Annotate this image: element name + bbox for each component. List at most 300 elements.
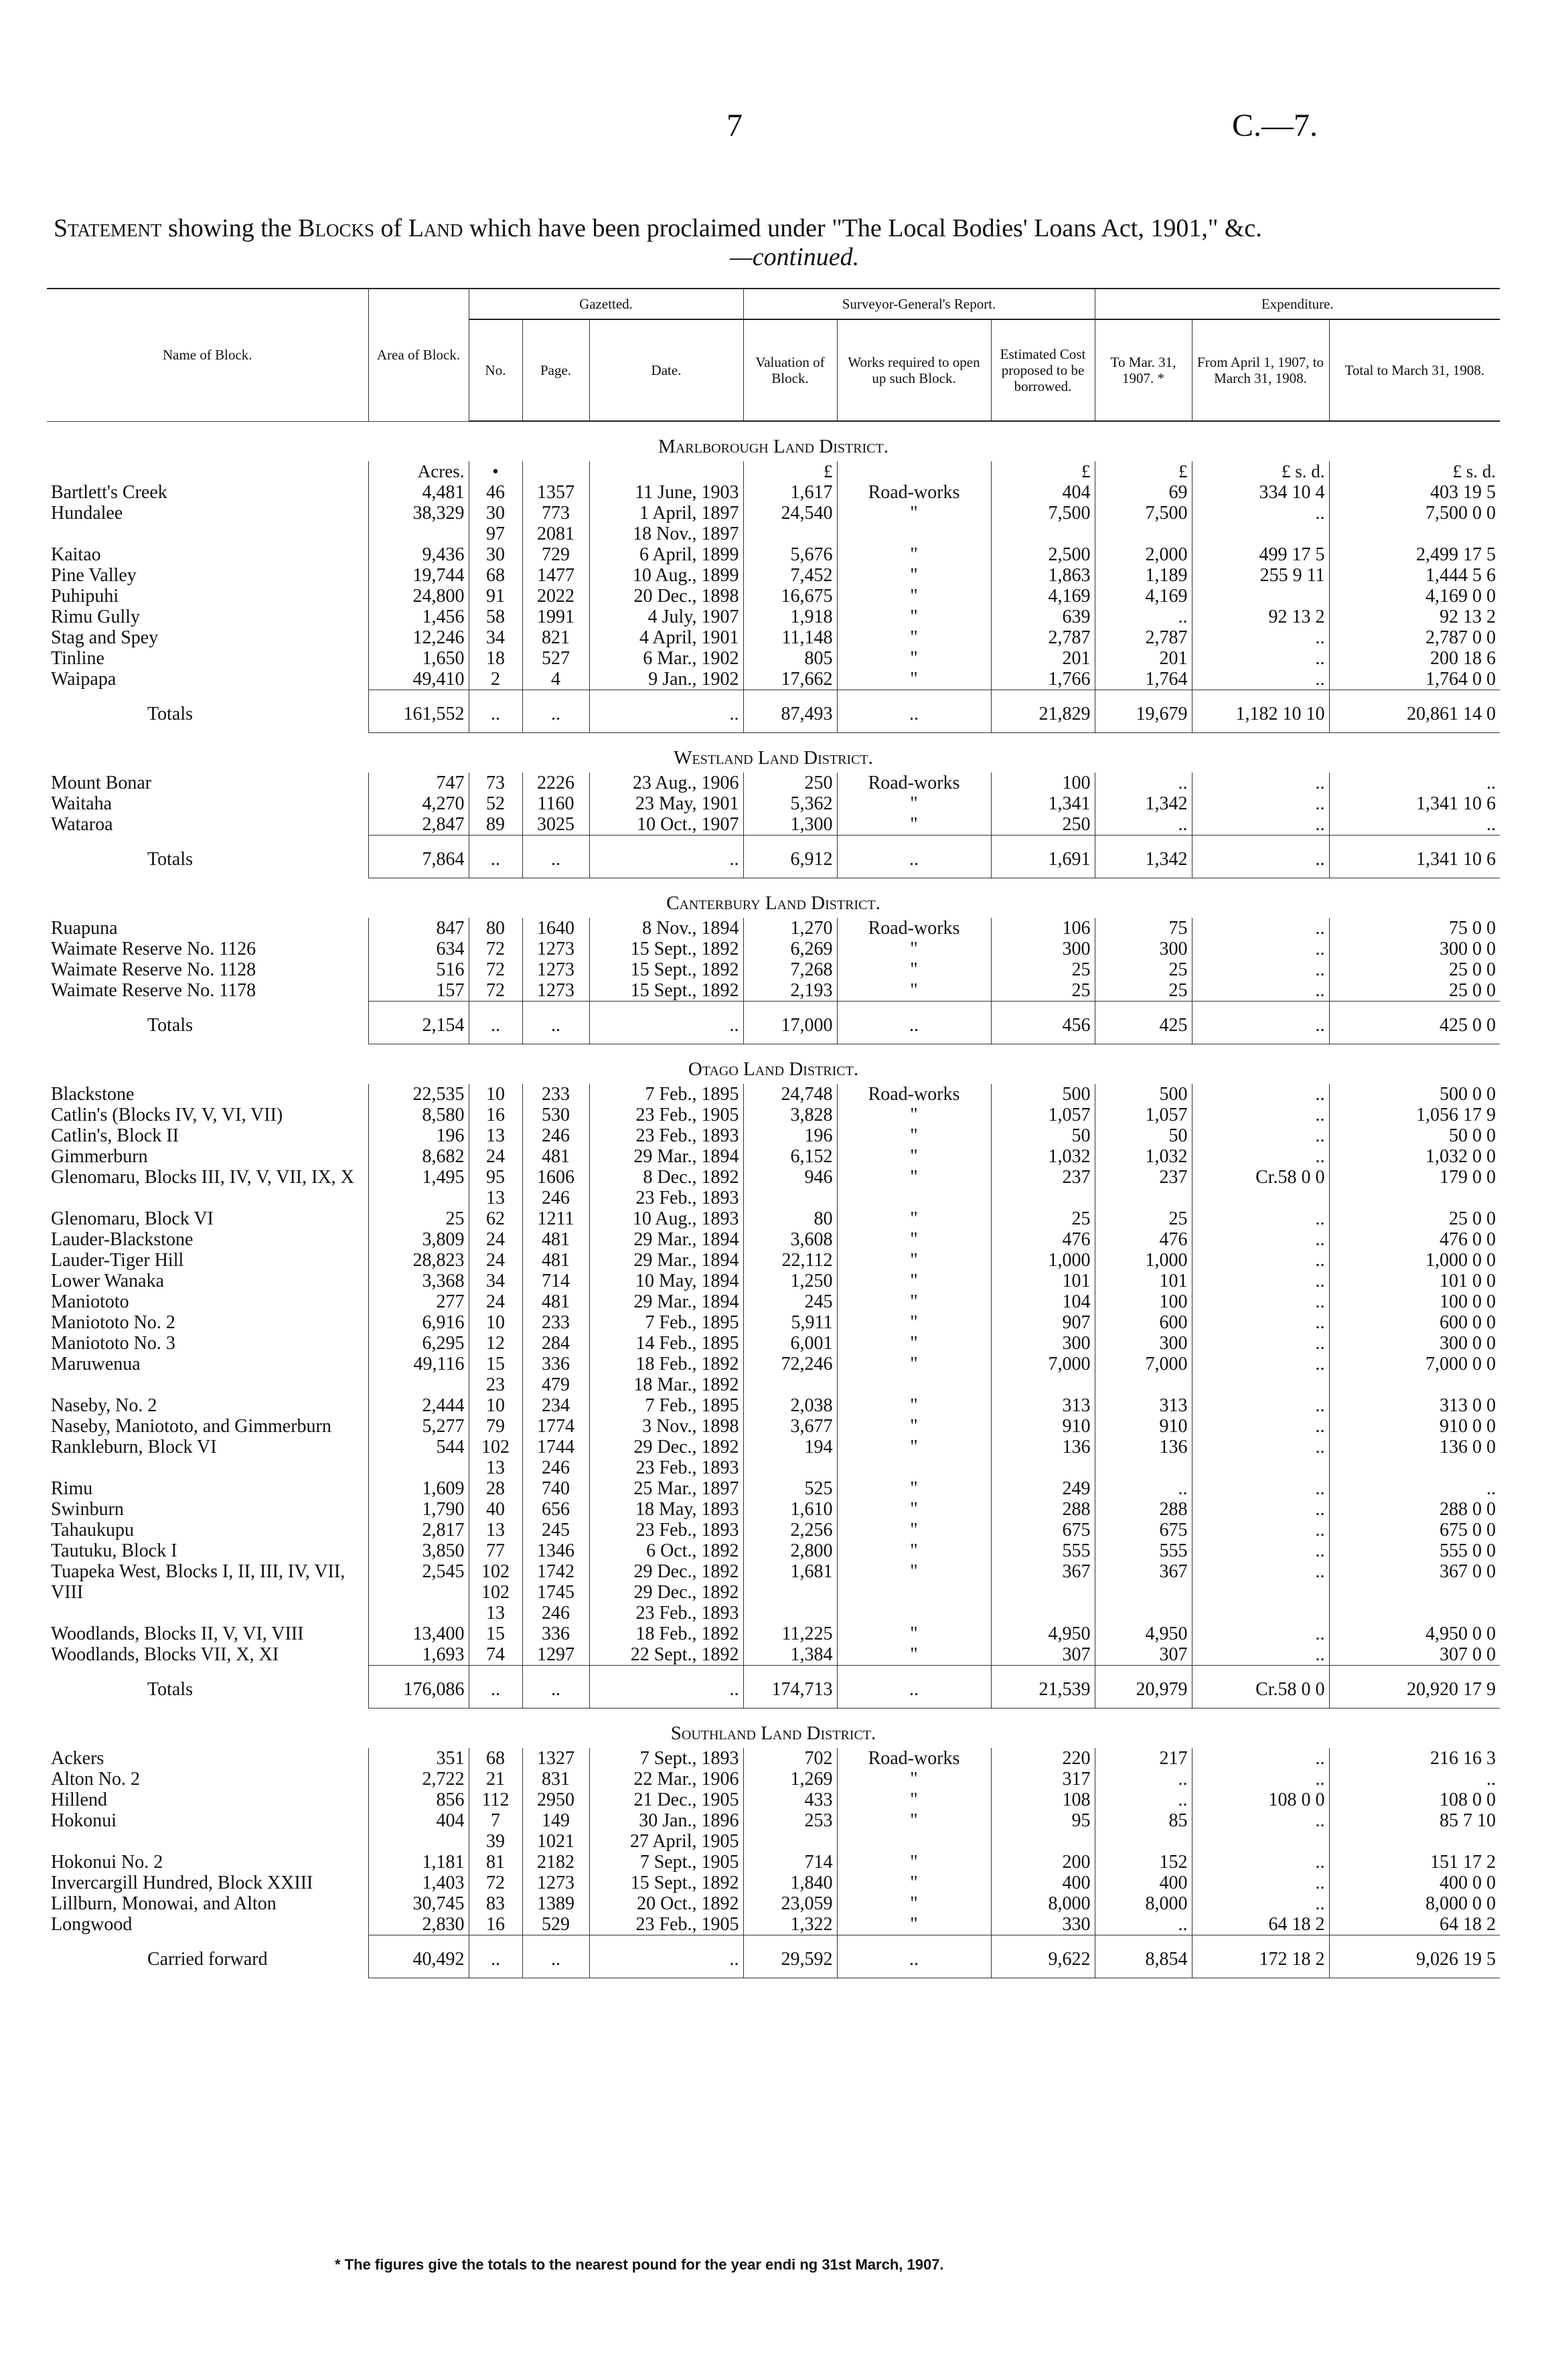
cell-area: 634	[368, 939, 469, 959]
cell-no: 91	[469, 586, 522, 607]
cell-name: Woodlands, Blocks VII, X, XI	[51, 1644, 279, 1665]
cell-to-mar: 1,342	[1095, 793, 1192, 814]
cell-total: 367 0 0	[1329, 1561, 1500, 1623]
cell-name: Lauder-Tiger Hill	[51, 1250, 184, 1271]
cell-page: 481	[522, 1229, 589, 1250]
cell-no: 34	[469, 627, 522, 648]
cell-total: 64 18 2	[1329, 1914, 1500, 1935]
total-page: ..	[522, 836, 589, 878]
cell-from-april: ..	[1192, 1893, 1329, 1914]
cell-total: 75 0 0	[1329, 918, 1500, 939]
cell-valuation: 196	[743, 1125, 837, 1146]
table-row	[47, 1852, 1500, 1873]
cell-valuation: 194	[743, 1437, 837, 1478]
cell-to-mar: 50	[1095, 1125, 1192, 1146]
cell-name: Naseby, Maniototo, and Gimmerburn	[51, 1416, 331, 1437]
cell-no: 2	[469, 669, 522, 690]
totals-row	[47, 1666, 1500, 1709]
cell-page: 284	[522, 1333, 589, 1354]
cell-to-mar: 1,764	[1095, 669, 1192, 690]
cell-valuation: 433	[743, 1790, 837, 1810]
cell-valuation: 7,452	[743, 565, 837, 586]
cell-no: 21	[469, 1769, 522, 1790]
title-word-blocks: Blocks	[298, 214, 375, 242]
cell-name: Tinline	[51, 648, 104, 669]
cell-page: 3025	[522, 814, 589, 836]
cell-to-mar: 307	[1095, 1644, 1192, 1666]
cell-estimated: 101	[991, 1271, 1095, 1291]
cell-estimated: 330	[991, 1914, 1095, 1935]
header-no: No.	[469, 319, 522, 421]
cell-page: 481	[522, 1291, 589, 1312]
cell-page: 1273	[522, 959, 589, 980]
cell-to-mar: 152	[1095, 1852, 1192, 1873]
cell-valuation: 24,540	[743, 503, 837, 544]
cell-name: Waipapa	[51, 669, 117, 690]
cell-valuation: 6,001	[743, 1333, 837, 1354]
cell-name: Waitaha	[51, 793, 112, 814]
cell-to-mar: 25	[1095, 959, 1192, 980]
cell-valuation: 2,800	[743, 1540, 837, 1561]
cell-page: 336 479	[522, 1354, 589, 1395]
units-row	[47, 461, 1500, 482]
cell-area: 30,745	[368, 1893, 469, 1914]
cell-area: 856	[368, 1790, 469, 1810]
cell-date: 9 Jan., 1902	[589, 669, 743, 690]
cell-page: 233	[522, 1312, 589, 1333]
cell-page: 1211	[522, 1208, 589, 1229]
cell-name: Woodlands, Blocks II, V, VI, VIII	[51, 1623, 304, 1644]
total-works: ..	[837, 1666, 991, 1709]
total-from-april: ..	[1192, 836, 1329, 878]
cell-estimated: 7,000	[991, 1354, 1095, 1395]
title-continued: —continued.	[730, 243, 860, 271]
cell-total: 1,341 10 6	[1329, 793, 1500, 814]
unit-total: £ s. d.	[1329, 461, 1500, 482]
total-estimated: 9,622	[991, 1935, 1095, 1978]
table-row	[47, 1790, 1500, 1810]
cell-valuation: 2,256	[743, 1520, 837, 1540]
table-row	[47, 1540, 1500, 1561]
cell-no: 18	[469, 648, 522, 669]
cell-no: 79	[469, 1416, 522, 1437]
cell-valuation: 7,268	[743, 959, 837, 980]
cell-no: 12	[469, 1333, 522, 1354]
table-row	[47, 959, 1500, 980]
cell-area: 1,403	[368, 1873, 469, 1893]
cell-total: 288 0 0	[1329, 1499, 1500, 1520]
cell-estimated: 104	[991, 1291, 1095, 1312]
district-heading: Marlborough Land District.	[658, 436, 889, 457]
table-body	[47, 421, 1500, 1978]
cell-to-mar: 201	[1095, 648, 1192, 669]
cell-works: "	[837, 939, 991, 959]
cell-name: Hokonui	[51, 1810, 117, 1831]
cell-no: 40	[469, 1499, 522, 1520]
table-row	[47, 1167, 1500, 1208]
unit-estimated: £	[991, 461, 1095, 482]
cell-from-april: ..	[1192, 1354, 1329, 1395]
cell-total: 307 0 0	[1329, 1644, 1500, 1666]
cell-date: 7 Feb., 1895	[589, 1395, 743, 1416]
cell-to-mar: 100	[1095, 1291, 1192, 1312]
cell-total: ..	[1329, 814, 1500, 836]
cell-total: 25 0 0	[1329, 1208, 1500, 1229]
cell-area: 3,368	[368, 1271, 469, 1291]
total-total: 425 0 0	[1329, 1002, 1500, 1044]
cell-works: "	[837, 1250, 991, 1271]
cell-estimated: 300	[991, 1333, 1095, 1354]
total-total: 9,026 19 5	[1329, 1935, 1500, 1978]
cell-estimated: 476	[991, 1229, 1095, 1250]
cell-area: 351	[368, 1748, 469, 1769]
cell-area: 1,650	[368, 648, 469, 669]
cell-date: 7 Sept., 1893	[589, 1748, 743, 1769]
cell-no: 15	[469, 1623, 522, 1644]
cell-from-april: ..	[1192, 959, 1329, 980]
cell-area: 1,609	[368, 1478, 469, 1499]
cell-name: Lower Wanaka	[51, 1271, 165, 1291]
cell-area: 4,481	[368, 482, 469, 503]
cell-no: 13	[469, 1125, 522, 1146]
cell-area: 1,456	[368, 607, 469, 627]
cell-to-mar: 675	[1095, 1520, 1192, 1540]
header-expenditure: Expenditure.	[1095, 289, 1500, 319]
cell-page: 1346	[522, 1540, 589, 1561]
cell-from-april: ..	[1192, 1499, 1329, 1520]
cell-name: Hillend	[51, 1790, 107, 1810]
cell-works: Road-works	[837, 773, 991, 793]
cell-from-april: ..	[1192, 1810, 1329, 1852]
cell-no: 28	[469, 1478, 522, 1499]
cell-valuation: 2,193	[743, 980, 837, 1002]
cell-page: 233	[522, 1084, 589, 1105]
cell-estimated: 555	[991, 1540, 1095, 1561]
cell-from-april: ..	[1192, 1105, 1329, 1125]
cell-page: 1991	[522, 607, 589, 627]
cell-estimated: 367	[991, 1561, 1095, 1623]
total-area: 40,492	[368, 1935, 469, 1978]
cell-works: "	[837, 1146, 991, 1167]
total-date: ..	[589, 1002, 743, 1044]
cell-name: Puhipuhi	[51, 586, 119, 607]
table-row	[47, 1208, 1500, 1229]
cell-works: "	[837, 1623, 991, 1644]
cell-total: 4,950 0 0	[1329, 1623, 1500, 1644]
cell-to-mar: 101	[1095, 1271, 1192, 1291]
cell-no: 52	[469, 793, 522, 814]
cell-to-mar: 555	[1095, 1540, 1192, 1561]
cell-area: 516	[368, 959, 469, 980]
cell-area: 22,535	[368, 1084, 469, 1105]
table-row	[47, 1914, 1500, 1935]
cell-to-mar: 367	[1095, 1561, 1192, 1623]
cell-area: 1,495	[368, 1167, 469, 1208]
total-to-mar: 425	[1095, 1002, 1192, 1044]
cell-valuation: 1,840	[743, 1873, 837, 1893]
cell-total: 1,032 0 0	[1329, 1146, 1500, 1167]
cell-name: Rimu Gully	[51, 607, 141, 627]
cell-date: 15 Sept., 1892	[589, 939, 743, 959]
cell-valuation: 5,676	[743, 544, 837, 565]
cell-page: 1327	[522, 1748, 589, 1769]
cell-date: 23 May, 1901	[589, 793, 743, 814]
cell-to-mar: 217	[1095, 1748, 1192, 1769]
cell-works: "	[837, 1769, 991, 1790]
header-from-april: From April 1, 1907, to March 31, 1908.	[1192, 319, 1329, 421]
cell-date: 29 Dec., 1892 23 Feb., 1893	[589, 1437, 743, 1478]
cell-works: "	[837, 1291, 991, 1312]
cell-date: 29 Mar., 1894	[589, 1229, 743, 1250]
cell-works: "	[837, 959, 991, 980]
total-label: Carried forward	[147, 1948, 268, 1970]
cell-estimated: 1,863	[991, 565, 1095, 586]
cell-date: 6 Oct., 1892	[589, 1540, 743, 1561]
cell-from-april: ..	[1192, 1540, 1329, 1561]
total-to-mar: 8,854	[1095, 1935, 1192, 1978]
cell-valuation: 1,250	[743, 1271, 837, 1291]
cell-date: 15 Sept., 1892	[589, 959, 743, 980]
cell-total: 600 0 0	[1329, 1312, 1500, 1333]
cell-valuation: 3,608	[743, 1229, 837, 1250]
cell-estimated: 136	[991, 1437, 1095, 1478]
cell-area: 24,800	[368, 586, 469, 607]
cell-total: 1,764 0 0	[1329, 669, 1500, 690]
cell-works: "	[837, 1312, 991, 1333]
cell-to-mar: ..	[1095, 607, 1192, 627]
cell-page: 149 1021	[522, 1810, 589, 1852]
cell-works: "	[837, 793, 991, 814]
cell-no: 10	[469, 1395, 522, 1416]
totals-row	[47, 1002, 1500, 1044]
cell-works: "	[837, 1125, 991, 1146]
cell-no: 95 13	[469, 1167, 522, 1208]
cell-from-april: 92 13 2	[1192, 607, 1329, 627]
cell-total: 101 0 0	[1329, 1271, 1500, 1291]
cell-to-mar: ..	[1095, 1769, 1192, 1790]
table-row	[47, 669, 1500, 690]
table-row	[47, 1125, 1500, 1146]
cell-name: Waimate Reserve No. 1128	[51, 959, 256, 980]
table-row	[47, 503, 1500, 544]
cell-valuation: 6,269	[743, 939, 837, 959]
cell-area: 1,790	[368, 1499, 469, 1520]
cell-works: "	[837, 980, 991, 1002]
header-date: Date.	[589, 319, 743, 421]
cell-no: 72	[469, 980, 522, 1002]
cell-name: Tahaukupu	[51, 1520, 135, 1540]
cell-no: 24	[469, 1229, 522, 1250]
cell-works: "	[837, 1810, 991, 1852]
table-row	[47, 1478, 1500, 1499]
total-label: Totals	[147, 1678, 194, 1700]
cell-from-april: ..	[1192, 648, 1329, 669]
cell-date: 23 Feb., 1893	[589, 1125, 743, 1146]
cell-to-mar: ..	[1095, 1914, 1192, 1935]
cell-area: 2,817	[368, 1520, 469, 1540]
cell-estimated: 307	[991, 1644, 1095, 1666]
cell-from-april: ..	[1192, 1852, 1329, 1873]
total-estimated: 456	[991, 1002, 1095, 1044]
cell-estimated: 1,341	[991, 793, 1095, 814]
cell-estimated: 404	[991, 482, 1095, 503]
total-page: ..	[522, 690, 589, 733]
cell-from-april: ..	[1192, 793, 1329, 814]
cell-date: 6 April, 1899	[589, 544, 743, 565]
cell-works: "	[837, 1437, 991, 1478]
cell-works: "	[837, 1167, 991, 1208]
cell-works: "	[837, 607, 991, 627]
cell-from-april: ..	[1192, 918, 1329, 939]
cell-valuation: 80	[743, 1208, 837, 1229]
cell-estimated: 25	[991, 959, 1095, 980]
cell-total: 675 0 0	[1329, 1520, 1500, 1540]
cell-date: 22 Mar., 1906	[589, 1769, 743, 1790]
cell-area: 4,270	[368, 793, 469, 814]
cell-works: "	[837, 586, 991, 607]
cell-valuation: 714	[743, 1852, 837, 1873]
cell-to-mar: 8,000	[1095, 1893, 1192, 1914]
cell-estimated: 108	[991, 1790, 1095, 1810]
cell-total: 25 0 0	[1329, 980, 1500, 1002]
cell-works: Road-works	[837, 1084, 991, 1105]
cell-area: 3,850	[368, 1540, 469, 1561]
cell-name: Naseby, No. 2	[51, 1395, 157, 1416]
cell-date: 3 Nov., 1898	[589, 1416, 743, 1437]
cell-page: 1297	[522, 1644, 589, 1666]
cell-valuation: 525	[743, 1478, 837, 1499]
table-row	[47, 1437, 1500, 1478]
cell-to-mar: 600	[1095, 1312, 1192, 1333]
cell-works: "	[837, 1271, 991, 1291]
district-heading: Westland Land District.	[674, 747, 873, 769]
cell-date: 25 Mar., 1897	[589, 1478, 743, 1499]
cell-total: 108 0 0	[1329, 1790, 1500, 1810]
header-name: Name of Block.	[47, 289, 368, 421]
cell-valuation: 1,918	[743, 607, 837, 627]
cell-page: 1273	[522, 980, 589, 1002]
cell-estimated: 4,169	[991, 586, 1095, 607]
cell-estimated: 249	[991, 1478, 1095, 1499]
cell-total: 403 19 5	[1329, 482, 1500, 503]
total-to-mar: 20,979	[1095, 1666, 1192, 1709]
cell-from-april: ..	[1192, 503, 1329, 544]
cell-to-mar: 1,189	[1095, 565, 1192, 586]
cell-no: 16	[469, 1914, 522, 1935]
cell-date: 10 Aug., 1893	[589, 1208, 743, 1229]
cell-no: 72	[469, 1873, 522, 1893]
cell-works: "	[837, 1790, 991, 1810]
cell-to-mar: 1,057	[1095, 1105, 1192, 1125]
cell-area: 13,400	[368, 1623, 469, 1644]
table-row	[47, 939, 1500, 959]
cell-valuation: 24,748	[743, 1084, 837, 1105]
cell-no: 30 97	[469, 503, 522, 544]
cell-no: 74	[469, 1644, 522, 1666]
cell-no: 72	[469, 939, 522, 959]
table-row	[47, 1229, 1500, 1250]
cell-page: 831	[522, 1769, 589, 1790]
cell-from-april: ..	[1192, 1623, 1329, 1644]
cell-name: Swinburn	[51, 1499, 124, 1520]
page-number: 7	[726, 108, 743, 143]
cell-works: "	[837, 1105, 991, 1125]
cell-works: "	[837, 1540, 991, 1561]
cell-date: 23 Feb., 1905	[589, 1914, 743, 1935]
cell-no: 80	[469, 918, 522, 939]
cell-estimated: 1,057	[991, 1105, 1095, 1125]
cell-no: 15 23	[469, 1354, 522, 1395]
table-row	[47, 1105, 1500, 1125]
cell-estimated: 200	[991, 1852, 1095, 1873]
cell-name: Maruwenua	[51, 1354, 141, 1374]
cell-date: 7 Feb., 1895	[589, 1084, 743, 1105]
cell-valuation: 1,269	[743, 1769, 837, 1790]
total-page: ..	[522, 1002, 589, 1044]
cell-from-april: 499 17 5	[1192, 544, 1329, 565]
cell-name: Kaitao	[51, 544, 101, 565]
cell-estimated: 910	[991, 1416, 1095, 1437]
cell-estimated: 317	[991, 1769, 1095, 1790]
cell-page: 729	[522, 544, 589, 565]
cell-name: Maniototo	[51, 1291, 129, 1312]
cell-area: 2,847	[368, 814, 469, 836]
total-page: ..	[522, 1935, 589, 1978]
total-no: ..	[469, 1002, 522, 1044]
cell-valuation: 23,059	[743, 1893, 837, 1914]
title-word-of: of	[380, 214, 402, 242]
cell-no: 10	[469, 1084, 522, 1105]
cell-total: 2,787 0 0	[1329, 627, 1500, 648]
cell-no: 73	[469, 773, 522, 793]
cell-total: 2,499 17 5	[1329, 544, 1500, 565]
unit-blank	[837, 461, 991, 482]
cell-from-april: ..	[1192, 1478, 1329, 1499]
cell-date: 15 Sept., 1892	[589, 1873, 743, 1893]
cell-works: "	[837, 1893, 991, 1914]
unit-valuation: £	[743, 461, 837, 482]
totals-row	[47, 836, 1500, 878]
cell-from-april: ..	[1192, 1748, 1329, 1769]
cell-name: Hundalee	[51, 503, 123, 524]
table-row	[47, 1250, 1500, 1271]
total-valuation: 29,592	[743, 1935, 837, 1978]
cell-to-mar: 2,787	[1095, 627, 1192, 648]
cell-to-mar: ..	[1095, 773, 1192, 793]
cell-works: "	[837, 544, 991, 565]
cell-valuation: 702	[743, 1748, 837, 1769]
cell-page: 1273	[522, 939, 589, 959]
cell-area: 28,823	[368, 1250, 469, 1271]
cell-works: "	[837, 1914, 991, 1935]
cell-area: 6,916	[368, 1312, 469, 1333]
cell-page: 245	[522, 1520, 589, 1540]
header-estimated: Estimated Cost proposed to be borrowed.	[991, 319, 1095, 421]
cell-name: Maniototo No. 2	[51, 1312, 175, 1333]
total-page: ..	[522, 1666, 589, 1709]
cell-date: 10 Aug., 1899	[589, 565, 743, 586]
cell-no: 34	[469, 1271, 522, 1291]
cell-page: 773 2081	[522, 503, 589, 544]
cell-page: 1389	[522, 1893, 589, 1914]
table-row	[47, 607, 1500, 627]
total-total: 20,861 14 0	[1329, 690, 1500, 733]
table-row	[47, 814, 1500, 836]
cell-total: 300 0 0	[1329, 939, 1500, 959]
cell-page: 1273	[522, 1873, 589, 1893]
total-works: ..	[837, 1002, 991, 1044]
total-from-april: ..	[1192, 1002, 1329, 1044]
